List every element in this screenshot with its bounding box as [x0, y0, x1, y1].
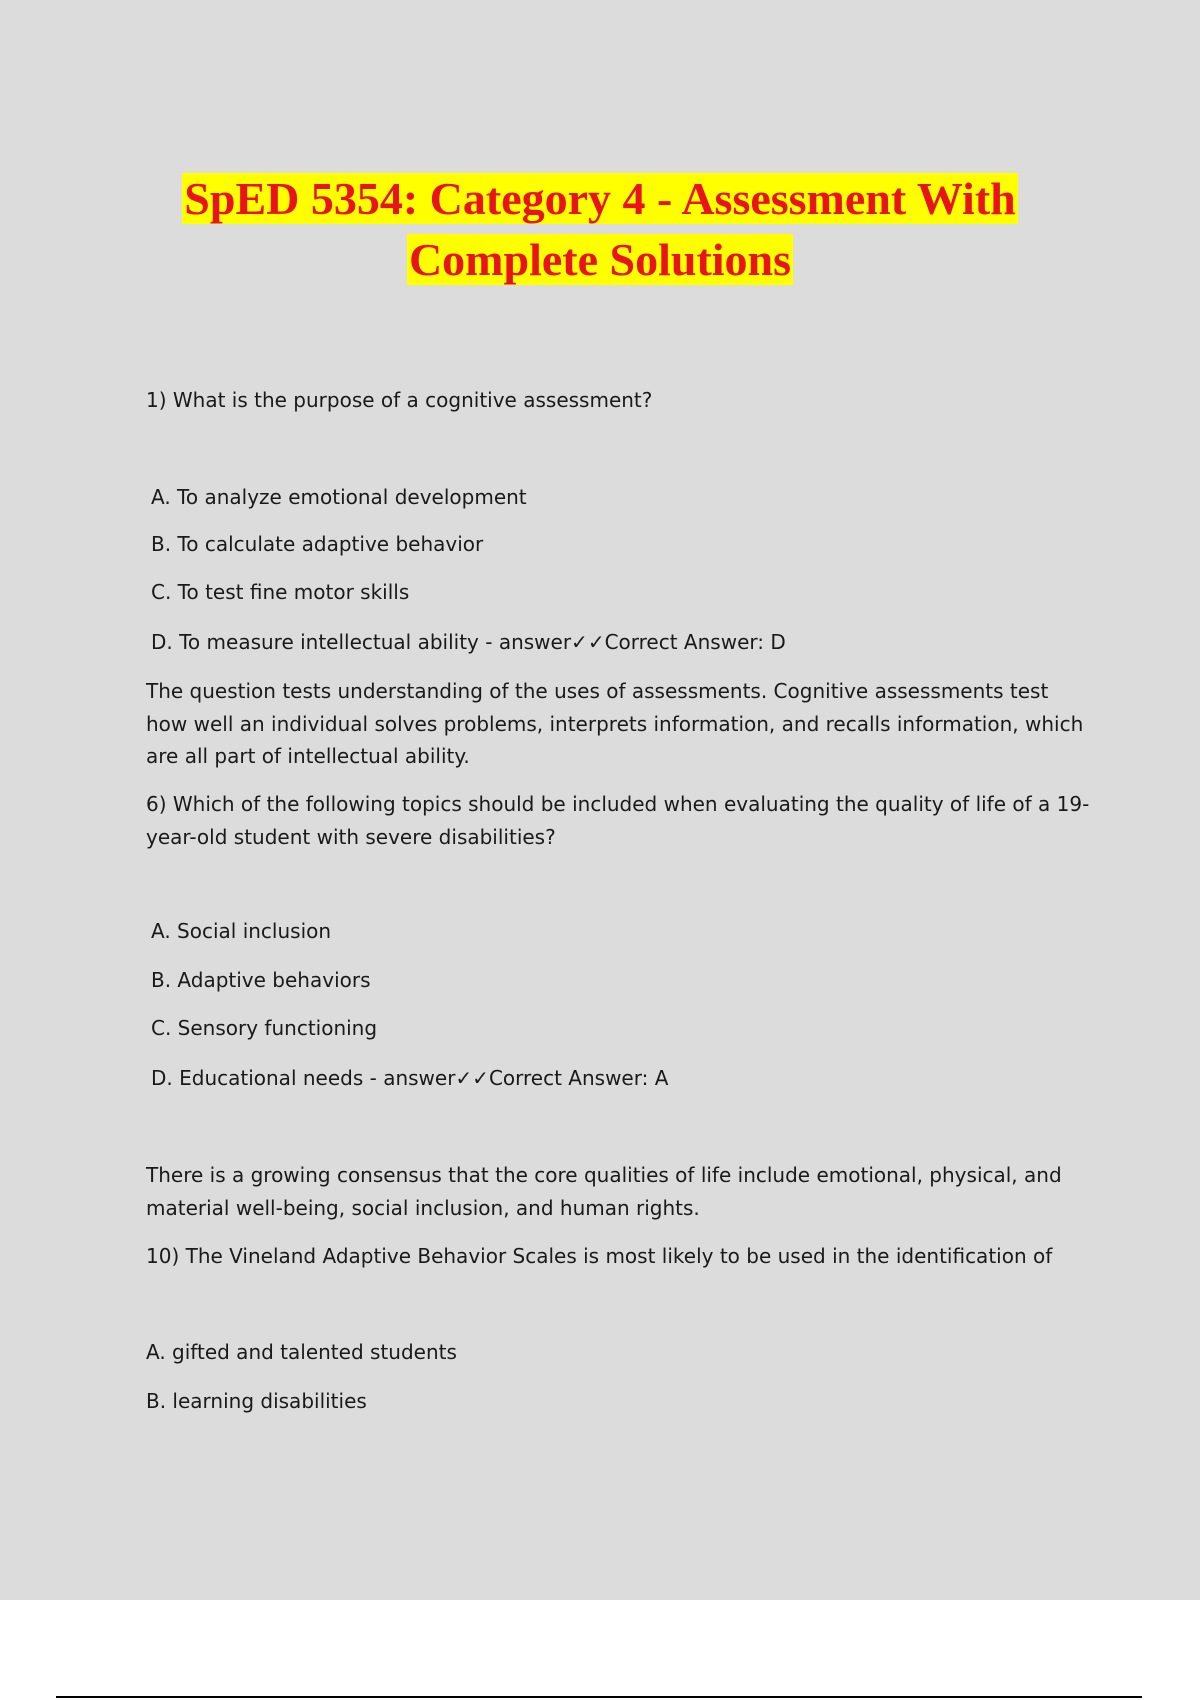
question-1-option-b: B. To calculate adaptive behavior	[151, 532, 484, 556]
question-10-option-a: A. gifted and talented students	[146, 1340, 457, 1364]
question-6-option-d: D. Educational needs - answer✓✓Correct Answer: A	[151, 1066, 669, 1090]
document-title	[0, 168, 1200, 290]
footer-divider	[56, 1696, 1142, 1698]
question-6-prompt: 6) Which of the following topics should be included when evaluating the quality of life of a 19-year-old student with severe disabilities?	[146, 792, 1090, 849]
question-10-option-b: B. learning disabilities	[146, 1389, 367, 1413]
question-10-prompt: 10) The Vineland Adaptive Behavior Scales is most likely to be used in the identification of	[146, 1244, 1053, 1268]
question-1-prompt: 1) What is the purpose of a cognitive assessment?	[146, 388, 653, 412]
title-line-1: SpED 5354: Category 4 - Assessment With	[184, 173, 1016, 224]
question-6-option-b: B. Adaptive behaviors	[151, 968, 371, 992]
question-6-option-c: C. Sensory functioning	[151, 1016, 378, 1040]
question-1-option-a: A. To analyze emotional development	[151, 485, 527, 509]
question-6-option-a: A. Social inclusion	[151, 919, 332, 943]
title-line-2: Complete Solutions	[408, 234, 792, 285]
question-1-explanation: The question tests understanding of the uses of assessments. Cognitive assessments test how well an individual solves problems, interprets information, and recalls information, which are all part of intellectual ability.	[146, 679, 1084, 768]
question-1-option-c: C. To test fine motor skills	[151, 580, 410, 604]
question-1-option-d: D. To measure intellectual ability - answer✓✓Correct Answer: D	[151, 630, 786, 654]
question-6-explanation: There is a growing consensus that the core qualities of life include emotional, physical, and material well-being, social inclusion, and human rights.	[146, 1163, 1062, 1220]
